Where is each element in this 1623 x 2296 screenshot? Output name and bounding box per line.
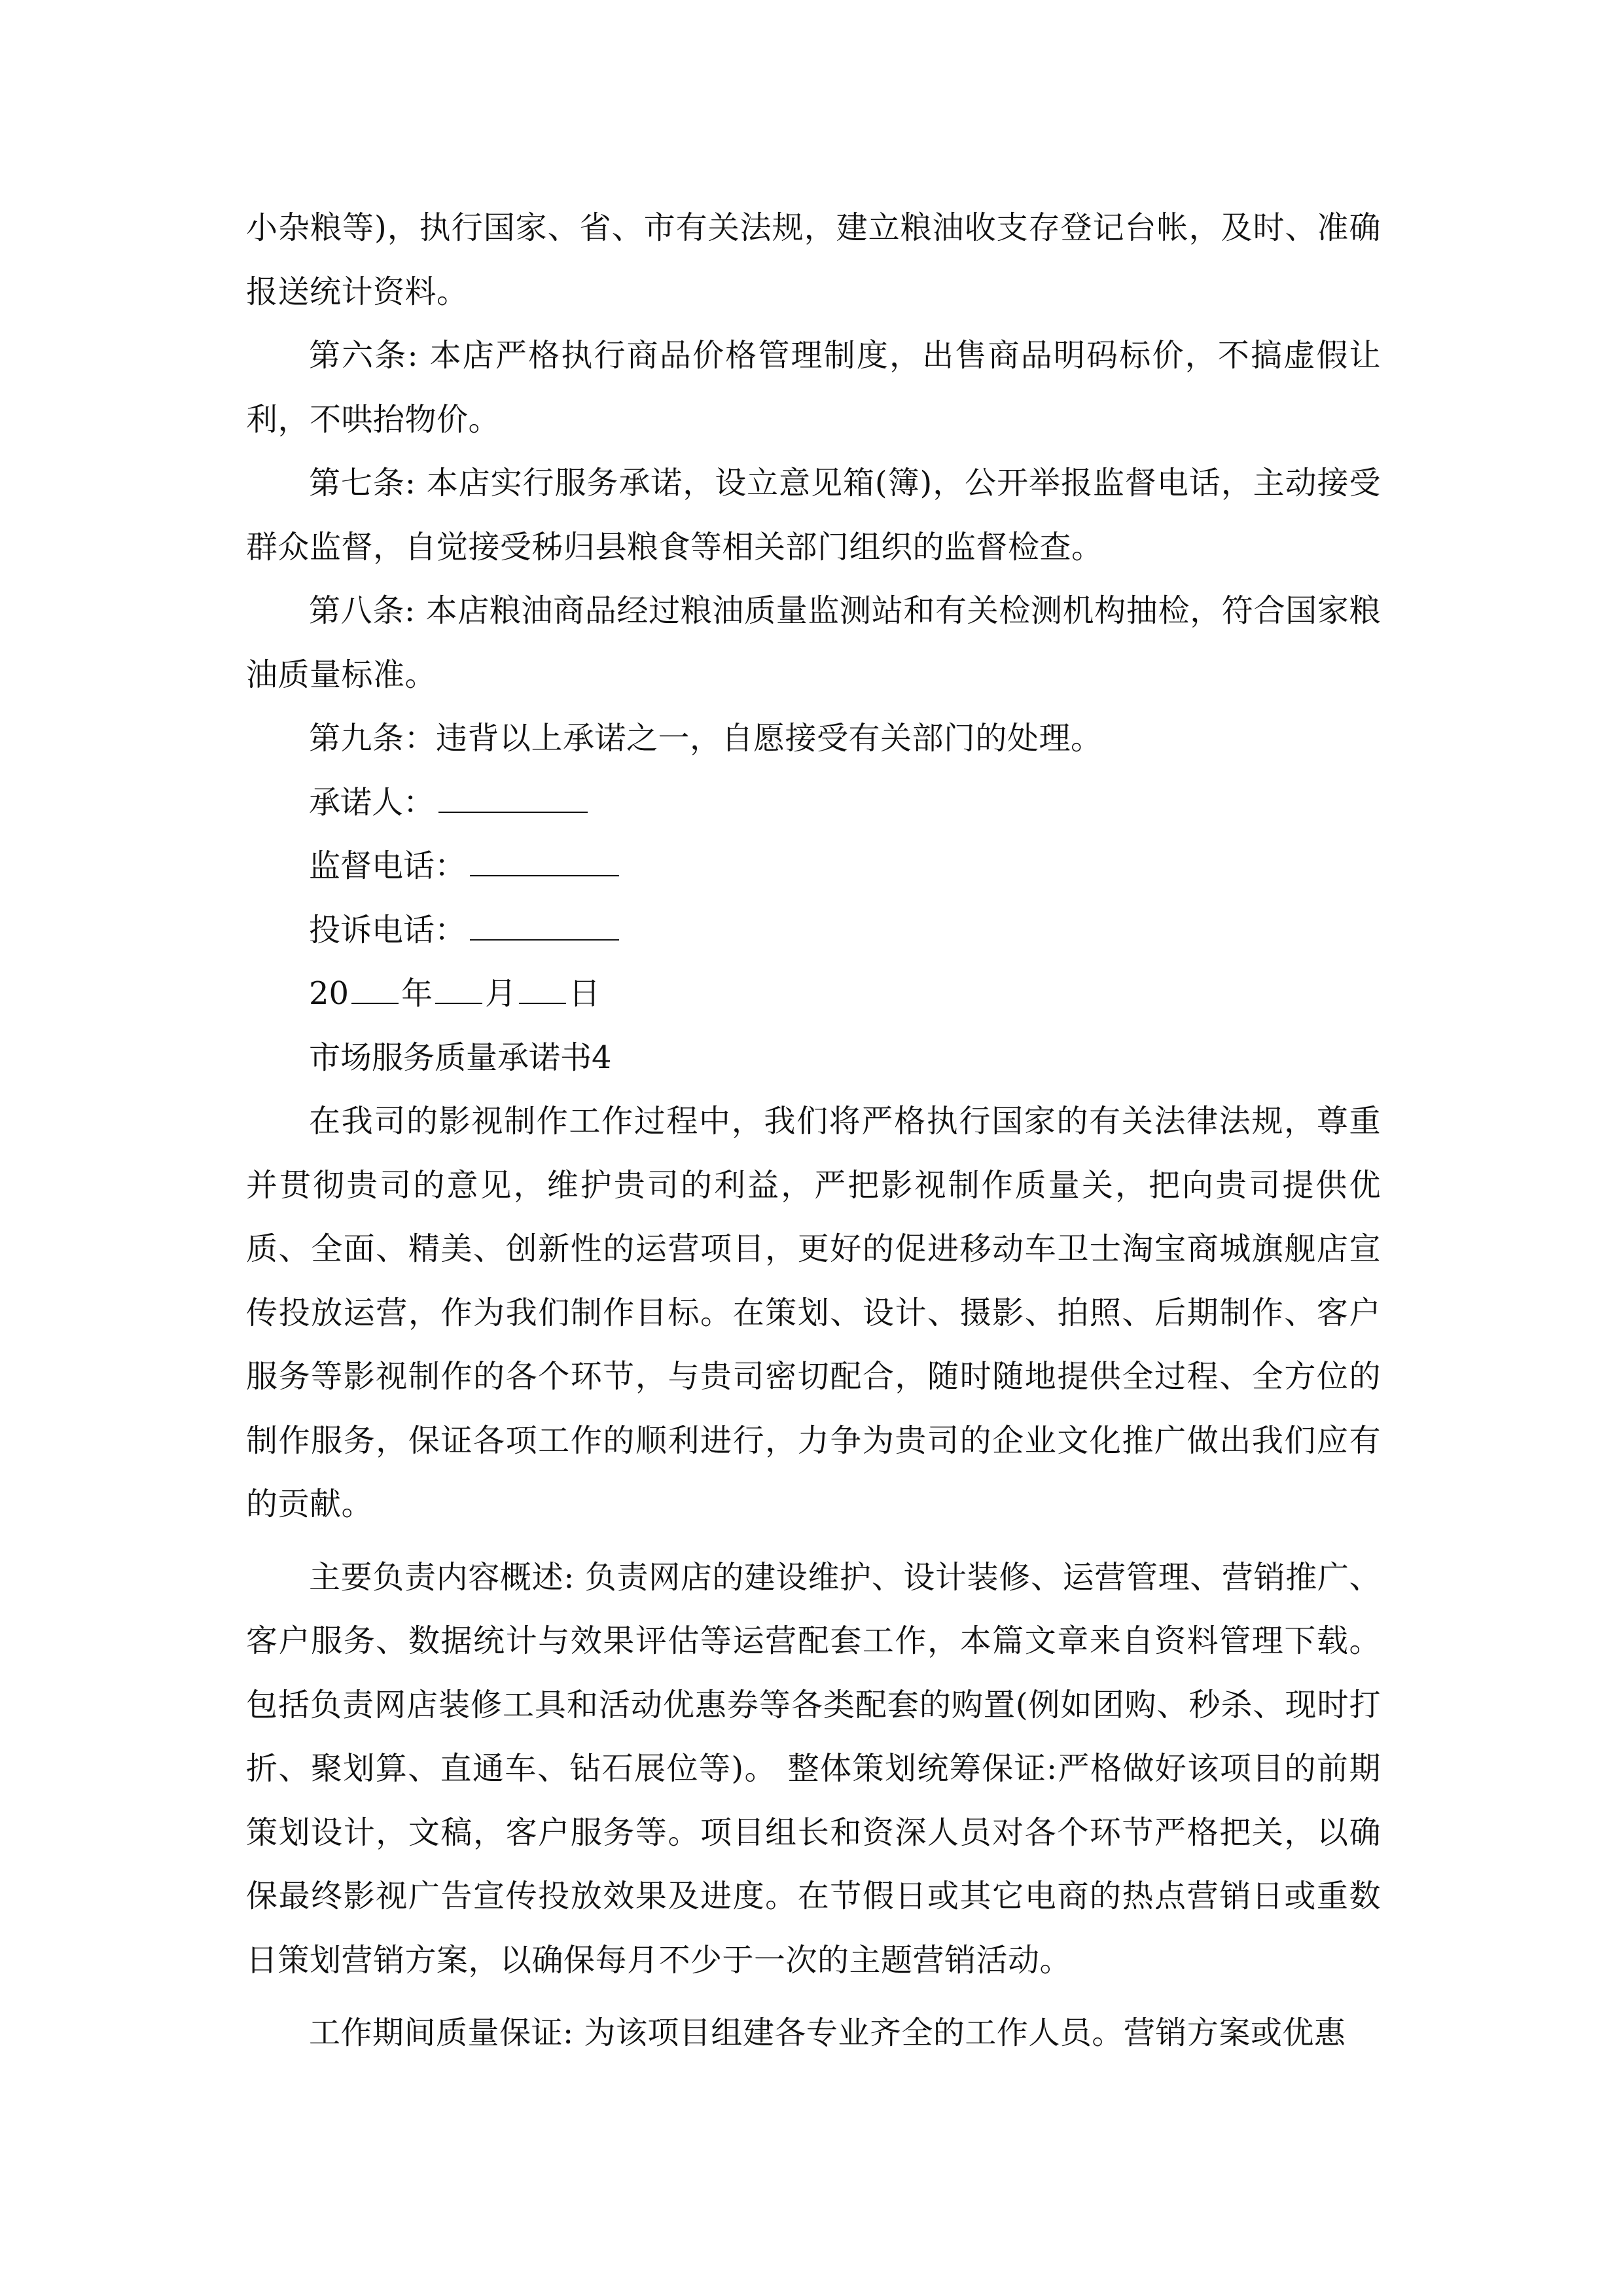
article-7-paragraph: 第七条: 本店实行服务承诺，设立意见箱(簿)，公开举报监督电话，主动接受群众监督，自觉接受秭归县粮食等相关部门组织的监督检查。 (246, 465, 1381, 565)
paragraph-continuation: 小杂粮等)，执行国家、省、市有关法规，建立粮油收支存登记台帐，及时、准确报送统计资料。 (246, 209, 1381, 310)
supervision-phone-blank (470, 849, 619, 876)
document-page (246, 196, 1381, 2066)
complaint-phone-line (246, 899, 1381, 963)
intro-paragraph: 在我司的影视制作工作过程中，我们将严格执行国家的有关法律法规，尊重并贯彻贵司的意见，维护贵司的利益，严把影视制作质量关，把向贵司提供优质、全面、精美、创新性的运营项目，更好的促进移动车卫士淘宝商城旗舰店宣传投放运营，作为我们制作目标。在策划、设计、摄影、拍照、后期制作、客户服务等影视制作的各个环节，与贵司密切配合，随时随地提供全过程、全方位的制作服务，保证各项工作的顺利进行，力争为贵司的企业文化推广做出我们应有的贡献。 (246, 1103, 1381, 1522)
article-8-paragraph: 第八条: 本店粮油商品经过粮油质量监测站和有关检测机构抽检，符合国家粮油质量标准。 (246, 592, 1381, 693)
section-title: 市场服务质量承诺书4 (309, 1039, 612, 1076)
year-blank (351, 977, 399, 1004)
article-9-paragraph: 第九条：违背以上承诺之一，自愿接受有关部门的处理。 (309, 720, 1103, 757)
date-month-label: 月 (485, 975, 517, 1012)
quality-assurance-paragraph: 工作期间质量保证: 为该项目组建各专业齐全的工作人员。营销方案或优惠 (309, 2015, 1346, 2051)
supervision-phone-label: 监督电话： (309, 848, 467, 884)
article-6-paragraph: 第六条: 本店严格执行商品价格管理制度，出售商品明码标价，不搞虚假让利，不哄抬物价。 (246, 337, 1381, 438)
date-year-label: 年 (401, 975, 433, 1012)
complaint-phone-label: 投诉电话： (309, 911, 467, 948)
date-line (246, 962, 1381, 1026)
promisor-label: 承诺人： (309, 783, 435, 821)
responsibilities-paragraph: 主要负责内容概述: 负责网店的建设维护、设计装修、运营管理、营销推广、客户服务、数据统计与效果评估等运营配套工作，本篇文章来自资料管理下载。包括负责网店装修工具和活动优惠券等各类配套的购置(例如团购、秒杀、现时打折、聚划算、直通车、钻石展位等)。 整体策划统筹保证:严格做好该项目的前期策划设计，文稿，客户服务等。项目组长和资深人员对各个环节严格把关，以确保最终影视广告宣传投放效果及进度。在节假日或其它电商的热点营销日或重数日策划营销方案，以确保每月不少于一次的主题营销活动。 (246, 1558, 1381, 1979)
promisor-blank (438, 785, 588, 813)
complaint-phone-blank (470, 913, 619, 941)
supervision-phone-line (246, 834, 1381, 899)
month-blank (435, 977, 482, 1004)
promisor-line (246, 771, 1381, 835)
date-day-label: 日 (569, 975, 601, 1012)
day-blank (519, 977, 566, 1004)
date-prefix: 20 (309, 975, 349, 1012)
